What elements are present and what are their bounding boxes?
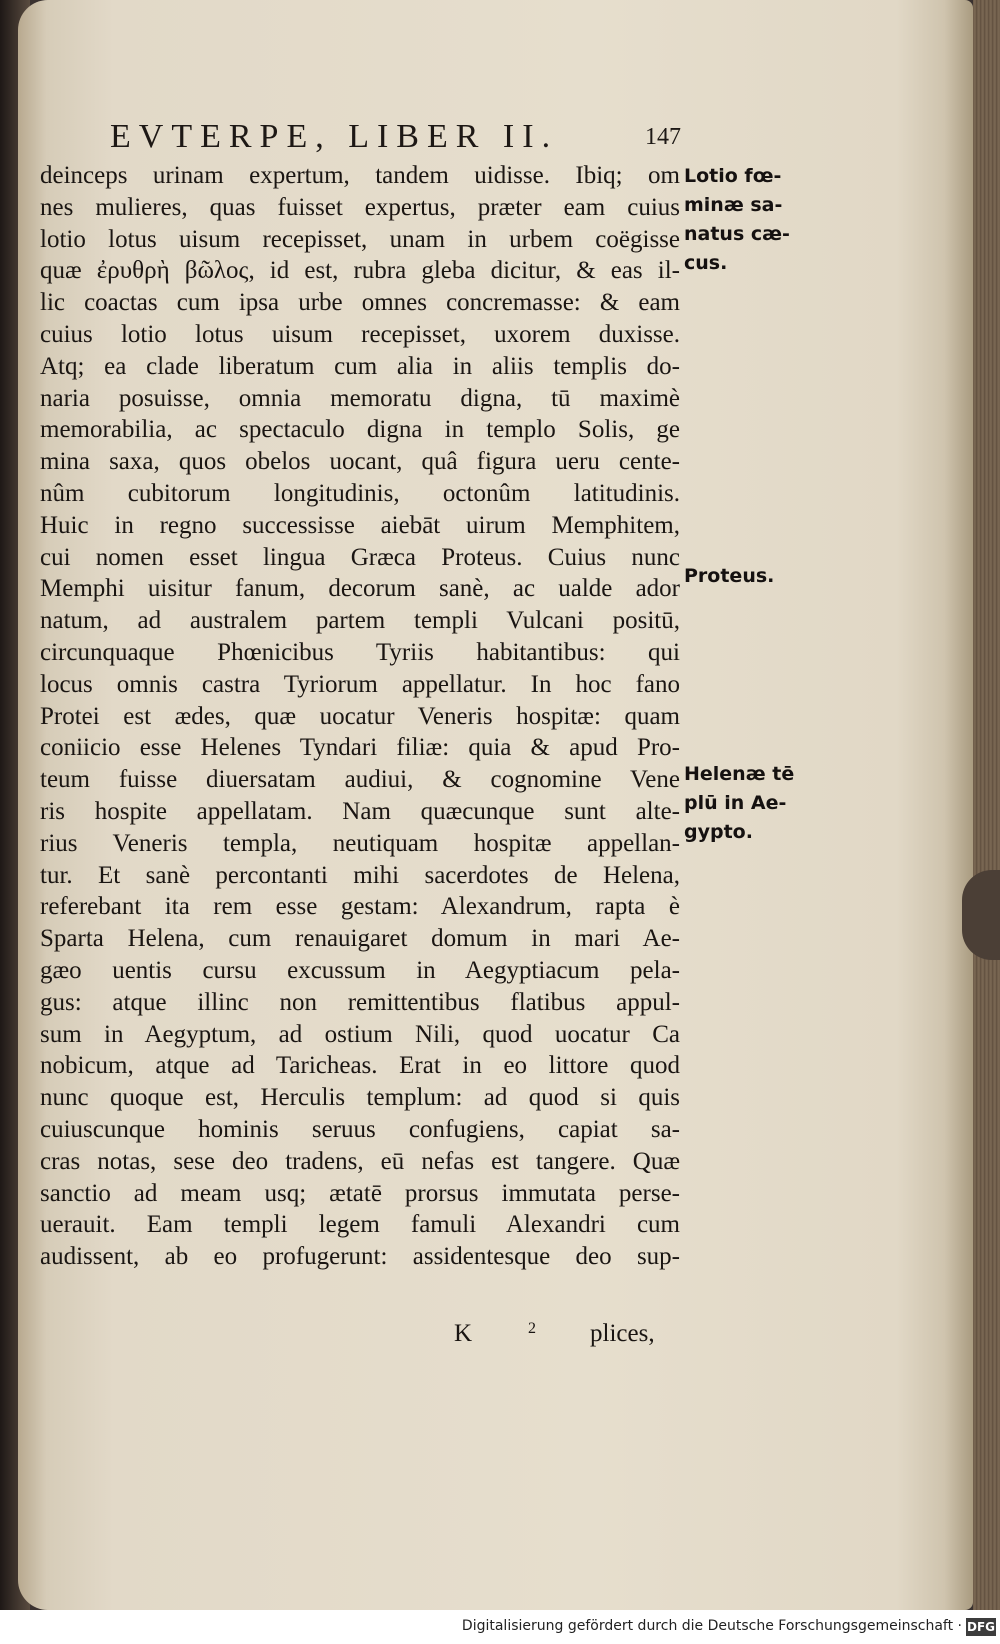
text-line: gus: atque illinc non remittentibus flatibus appul- — [40, 988, 680, 1016]
signature-number: 2 — [528, 1320, 536, 1337]
text-line: nobicum, atque ad Taricheas. Erat in eo littore quod — [40, 1052, 680, 1080]
text-line: Sparta Helena, cum renauigaret domum in mari Ae- — [40, 925, 680, 953]
page-edges — [973, 0, 1000, 1610]
signature-line — [40, 1320, 680, 1352]
text-line: nûm cubitorum longitudinis, octonûm latitudinis. — [40, 479, 680, 507]
marginal-note-line: cus. — [684, 252, 728, 274]
marginal-note-line: gypto. — [684, 821, 753, 843]
footer-bar — [0, 1610, 1000, 1644]
marginal-note-proteus — [684, 562, 804, 591]
text-line: cras notas, sese deo tradens, eū nefas est tangere. Quæ — [40, 1147, 680, 1175]
text-line: gæo uentis cursu excussum in Aegyptiacum pela- — [40, 956, 680, 984]
text-line: lotio lotus uisum recepisset, unam in urbem coëgisse — [40, 225, 680, 253]
text-line: teum fuisse diuersatam audiui, & cognomine Vene — [40, 766, 680, 794]
text-line: circunquaque Phœnicibus Tyriis habitantibus: qui — [40, 638, 680, 666]
text-line: cuius lotio lotus uisum recepisset, uxorem duxisse. — [40, 320, 680, 348]
text-line: memorabilia, ac spectaculo digna in templo Solis, ge — [40, 416, 680, 444]
funding-credit: Digitalisierung gefördert durch die Deutsche Forschungsgemeinschaft · — [461, 1618, 962, 1634]
book-clasp — [962, 870, 1000, 960]
text-line: naria posuisse, omnia memoratu digna, tū maximè — [40, 384, 680, 412]
text-line: nes mulieres, quas fuisset expertus, præter eam cuius — [40, 193, 680, 221]
text-line: referebant ita rem esse gestam: Alexandrum, rapta è — [40, 893, 680, 921]
text-line: lic coactas cum ipsa urbe omnes concremasse: & eam — [40, 289, 680, 317]
signature-mark: K — [454, 1320, 473, 1347]
text-line: natum, ad australem partem templi Vulcani positū, — [40, 607, 680, 635]
text-line: Huic in regno successisse aiebāt uirum Memphitem, — [40, 511, 680, 539]
text-line: tur. Et sanè percontanti mihi sacerdotes de Helena, — [40, 861, 680, 889]
marginal-note-line: Helenæ tē — [684, 763, 795, 785]
text-line: audissent, ab eo profugerunt: assidentesque deo sup- — [40, 1243, 680, 1271]
catchword: plices, — [590, 1320, 655, 1347]
text-line: deinceps urinam expertum, tandem uidisse. Ibiq; om — [40, 162, 680, 189]
text-line: Protei est ædes, quæ uocatur Veneris hospitæ: quam — [40, 702, 680, 730]
main-text-block — [40, 160, 680, 1273]
text-line: sum in Aegyptum, ad ostium Nili, quod uocatur Ca — [40, 1020, 680, 1048]
running-head: EVTERPE, LIBER II. — [110, 118, 559, 155]
dfg-logo: DFG — [966, 1620, 995, 1634]
text-line: Atq; ea clade liberatum cum alia in aliis templis do- — [40, 352, 680, 380]
marginal-note-line: minæ sa- — [684, 194, 783, 216]
text-line: rius Veneris templa, neutiquam hospitæ appellan- — [40, 829, 680, 857]
marginal-note-helenae — [684, 760, 804, 847]
text-line: sanctio ad meam usq; ætatē prorsus immutata perse- — [40, 1179, 680, 1207]
text-line: ris hospite appellatam. Nam quæcunque sunt alte- — [40, 797, 680, 825]
marginal-note-line: Lotio fœ- — [684, 165, 782, 187]
text-line: cuiuscunque hominis seruus confugiens, capiat sa- — [40, 1115, 680, 1143]
marginal-note-line: Proteus. — [684, 565, 775, 587]
text-line: nunc quoque est, Herculis templum: ad quod si quis — [40, 1084, 680, 1112]
text-line: cui nomen esset lingua Græca Proteus. Cuius nunc — [40, 543, 680, 571]
page-number: 147 — [645, 124, 681, 150]
marginal-note-line: natus cæ- — [684, 223, 790, 245]
marginal-note-lotio — [684, 162, 804, 278]
text-line: coniicio esse Helenes Tyndari filiæ: quia & apud Pro- — [40, 734, 680, 762]
text-line: locus omnis castra Tyriorum appellatur. In hoc fano — [40, 670, 680, 698]
text-line: Memphi uisitur fanum, decorum sanè, ac ualde ador — [40, 575, 680, 603]
text-line: uerauit. Eam templi legem famuli Alexandri cum — [40, 1211, 680, 1239]
text-line: mina saxa, quos obelos uocant, quâ figura ueru cente- — [40, 448, 680, 476]
text-line: quæ ἐρυθρὴ βῶλος, id est, rubra gleba dicitur, & eas il- — [40, 257, 680, 285]
marginal-note-line: plū in Ae- — [684, 792, 787, 814]
